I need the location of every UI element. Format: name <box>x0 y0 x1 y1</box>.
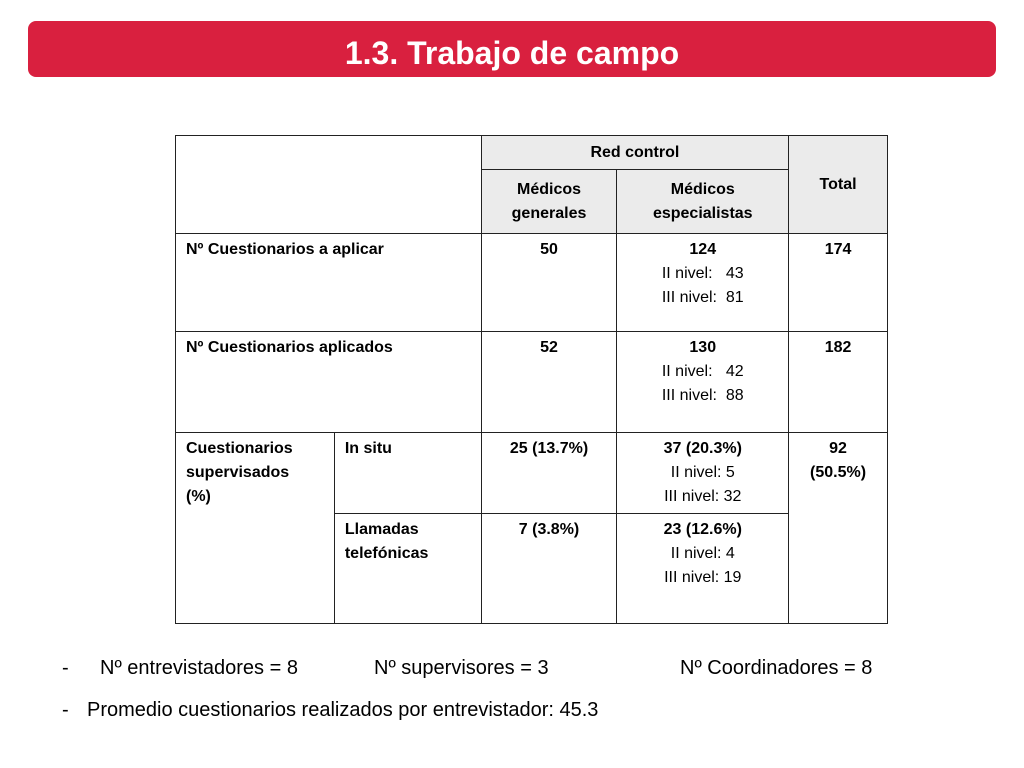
promedio-text: Promedio cuestionarios realizados por entrevistador: 45.3 <box>87 699 599 721</box>
aplicar-ii-nivel: II nivel: 43 <box>661 265 744 282</box>
aplicados-especialistas-total: 130 <box>689 339 717 356</box>
llamadas-iii-nivel: III nivel: 19 <box>664 569 742 586</box>
insitu-generales: 25 (13.7%) <box>481 433 617 514</box>
supervisados-total-value: 92 <box>829 440 847 457</box>
bullet-dash-1: - <box>62 657 69 679</box>
llamadas-especialistas <box>617 514 789 624</box>
aplicados-ii-nivel: II nivel: 42 <box>661 363 744 380</box>
row-label-aplicados: Nº Cuestionarios aplicados <box>176 332 482 433</box>
aplicar-generales: 50 <box>481 234 617 332</box>
insitu-label: In situ <box>334 433 481 514</box>
entrevistadores-count: Nº entrevistadores = 8 <box>100 657 298 679</box>
aplicados-especialistas <box>617 332 789 433</box>
insitu-especialistas-total: 37 (20.3%) <box>663 440 742 457</box>
bullet-dash-2: - <box>62 699 69 721</box>
medicos-especialistas-line1: Médicos <box>670 180 735 198</box>
aplicados-iii-nivel: III nivel: 88 <box>661 387 744 404</box>
medicos-generales-line2: generales <box>511 204 587 222</box>
medicos-generales-line1: Médicos <box>517 180 582 198</box>
total-header: Total <box>789 136 888 234</box>
red-control-header: Red control <box>481 136 788 170</box>
aplicar-especialistas <box>617 234 789 332</box>
aplicar-iii-nivel: III nivel: 81 <box>661 289 744 306</box>
llamadas-generales: 7 (3.8%) <box>481 514 617 624</box>
insitu-ii-nivel: II nivel: 5 <box>670 464 735 481</box>
empty-corner-cell <box>176 136 482 234</box>
medicos-generales-header <box>481 170 617 234</box>
aplicar-especialistas-total: 124 <box>689 241 717 258</box>
llamadas-label-line1: Llamadas <box>344 521 419 538</box>
supervisores-count: Nº supervisores = 3 <box>374 657 549 679</box>
medicos-especialistas-line2: especialistas <box>652 204 753 222</box>
supervisados-label-line2: supervisados <box>186 464 290 481</box>
llamadas-label-line2: telefónicas <box>344 545 429 562</box>
page-title: 1.3. Trabajo de campo <box>344 35 680 71</box>
row-label-supervisados <box>176 433 335 624</box>
fieldwork-table <box>175 135 888 624</box>
llamadas-ii-nivel: II nivel: 4 <box>670 545 735 562</box>
insitu-especialistas <box>617 433 789 514</box>
coordinadores-count: Nº Coordinadores = 8 <box>680 657 873 679</box>
row-label-aplicar: Nº Cuestionarios a aplicar <box>176 234 482 332</box>
aplicados-total: 182 <box>789 332 888 433</box>
aplicar-total: 174 <box>789 234 888 332</box>
medicos-especialistas-header <box>617 170 789 234</box>
llamadas-especialistas-total: 23 (12.6%) <box>663 521 742 538</box>
supervisados-label-line3: (%) <box>186 488 211 505</box>
insitu-iii-nivel: III nivel: 32 <box>664 488 742 505</box>
llamadas-label <box>334 514 481 624</box>
aplicados-generales: 52 <box>481 332 617 433</box>
supervisados-total <box>789 433 888 624</box>
supervisados-total-percent: (50.5%) <box>810 464 867 481</box>
supervisados-label-line1: Cuestionarios <box>186 440 293 457</box>
